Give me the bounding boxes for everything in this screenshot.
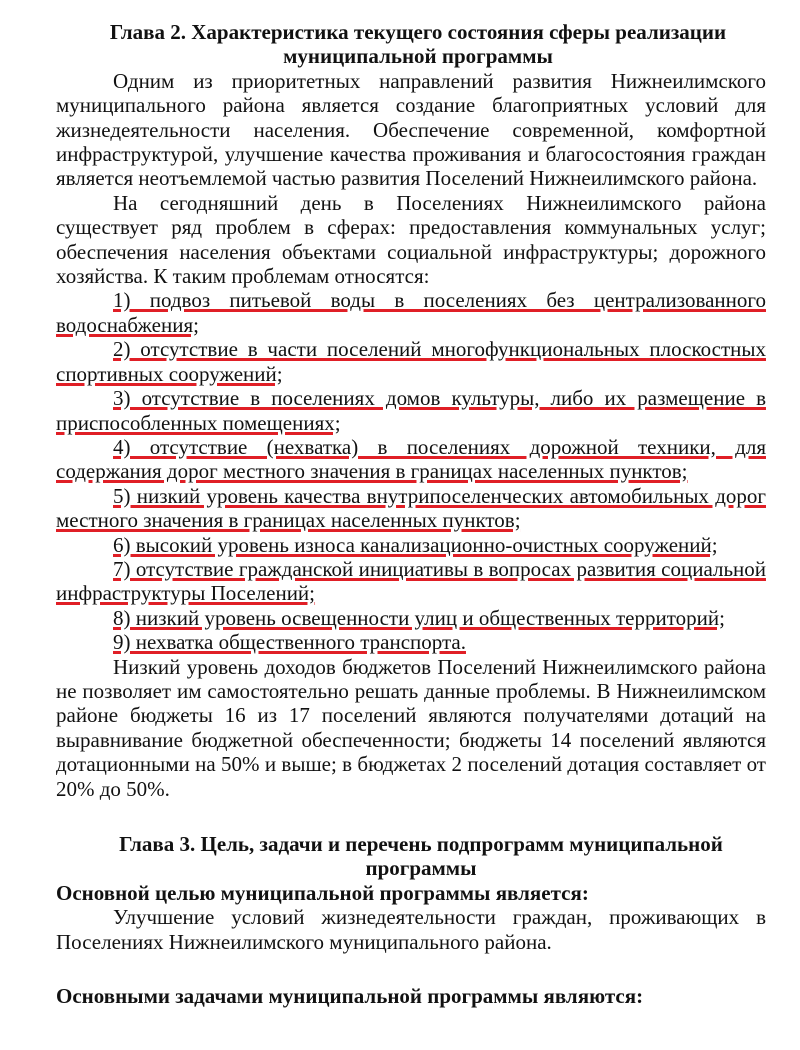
chapter-2-paragraph-1: Одним из приоритетных направлений развития Нижнеилимского муниципального района является создание благоприятных условий для жизнедеятельности населения. Обеспечение современной, комфортной инфраструктурой, улучшение качества проживания и благосостояния граждан является неотъемлемой частью развития Поселений Нижнеилимского района. — [56, 68, 766, 191]
problem-item — [56, 630, 766, 654]
chapter-2-title-line-2: муниципальной программы — [283, 44, 553, 69]
problem-item — [56, 435, 766, 484]
problem-item — [56, 533, 766, 557]
problem-item-text: 1) подвоз питьевой воды в поселениях без централизованного водоснабжения; — [56, 288, 766, 337]
chapter-3-heading — [56, 832, 766, 881]
chapter-3-title-line-2: программы — [365, 856, 477, 881]
problem-item-text: 4) отсутствие (нехватка) в поселениях дорожной техники, для содержания дорог местного значения в границах населенных пунктов; — [56, 434, 766, 484]
problems-list — [56, 288, 766, 654]
problem-item-text: 5) низкий уровень качества внутрипоселенческих автомобильных дорог местного значения в границах населенных пунктов; — [56, 483, 766, 533]
chapter-3-title-line-1: Глава 3. Цель, задачи и перечень подпрограмм муниципальной — [119, 832, 723, 856]
problem-item-text: 8) низкий уровень освещенности улиц и общественных территорий; — [113, 605, 725, 630]
problem-item-text: 9) нехватка общественного транспорта. — [113, 630, 466, 655]
problem-item-text: 2) отсутствие в части поселений многофункциональных плоскостных спортивных сооружений; — [56, 337, 766, 386]
problem-item — [56, 337, 766, 386]
goal-title: Основной целью муниципальной программы является: — [56, 880, 589, 905]
problem-item-text: 6) высокий уровень износа канализационно-очистных сооружений; — [113, 532, 718, 557]
problem-item-text: 3) отсутствие в поселениях домов культуры, либо их размещение в приспособленных помещениях; — [56, 386, 766, 435]
chapter-2-heading — [56, 20, 766, 69]
problem-item — [56, 288, 766, 337]
chapter-2-paragraph-3: Низкий уровень доходов бюджетов Поселений Нижнеилимского района не позволяет им самостоятельно решать данные проблемы. В Нижнеилимском районе бюджеты 16 из 17 поселений являются получателями дотаций на выравнивание бюджетной обеспеченности; бюджеты 14 поселений являются дотационными на 50% и выше; в бюджетах 2 поселений дотация составляет от 20% до 50%. — [56, 654, 766, 801]
problem-item-text: 7) отсутствие гражданской инициативы в вопросах развития социальной инфраструктуры Поселений; — [56, 556, 766, 606]
problem-item — [56, 606, 766, 630]
problem-item — [56, 557, 766, 606]
chapter-2-title-line-1: Глава 2. Характеристика текущего состояния сферы реализации — [109, 20, 727, 44]
problem-item — [56, 484, 766, 533]
tasks-title: Основными задачами муниципальной программы являются: — [56, 984, 644, 1009]
goal-text: Улучшение условий жизнедеятельности граждан, проживающих в Поселениях Нижнеилимского муниципального района. — [56, 905, 766, 954]
chapter-2-paragraph-2: На сегодняшний день в Поселениях Нижнеилимского района существует ряд проблем в сферах: предоставления коммунальных услуг; обеспечения населения объектами социальной инфраструктуры; дорожного хозяйства. К таким проблемам относятся: — [56, 190, 766, 289]
problem-item — [56, 386, 766, 435]
